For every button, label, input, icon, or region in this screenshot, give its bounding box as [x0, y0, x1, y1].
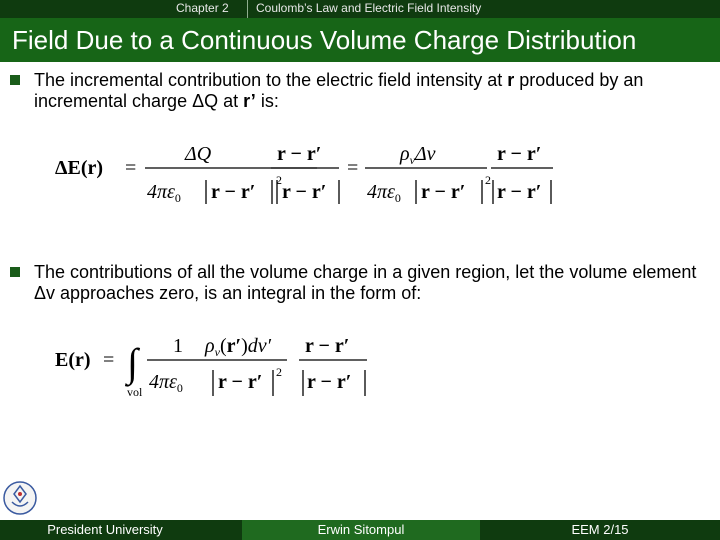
bullet-marker [10, 267, 20, 277]
svg-text:2: 2 [485, 173, 491, 187]
svg-text:1: 1 [173, 335, 183, 357]
svg-text:r − r′: r − r′ [307, 371, 352, 393]
footer-institution: President University [47, 522, 163, 537]
svg-text:E(r): E(r) [55, 349, 91, 371]
bullet-marker [10, 75, 20, 85]
slide-title: Field Due to a Continuous Volume Charge Distribution [12, 25, 637, 55]
header-divider [247, 0, 248, 18]
svg-text:=: = [347, 157, 359, 179]
svg-text:4πε0: $4\pi\varepsilon_0$ [149, 371, 183, 395]
chapter-topic: Coulomb’s Law and Electric Field Intensity [256, 1, 482, 15]
svg-text:ΔE(r): ΔE(r) [55, 157, 104, 179]
svg-text:ρv(r′)dv′: $\rho_v(r')dv'$ [205, 335, 272, 359]
svg-text:r − r′: r − r′ [421, 181, 466, 203]
bullet-2-text: The contributions of all the volume charge in a given region, let the volume element Δv approaches zero, is an integral in the form of: [34, 262, 697, 303]
header-bar [0, 0, 720, 18]
bullet-2 [10, 262, 700, 304]
svg-text:2: 2 [276, 365, 282, 379]
bullet-1 [10, 70, 700, 112]
chapter-label: Chapter 2 [176, 1, 229, 15]
svg-text:r − r′: r − r′ [305, 335, 350, 357]
svg-text:2: 2 [276, 173, 282, 187]
title-bar [0, 18, 720, 62]
svg-text:=: = [103, 349, 115, 371]
svg-text:vol: vol [127, 385, 143, 399]
equation-incremental-field [55, 132, 555, 212]
footer-author: Erwin Sitompul [242, 520, 480, 540]
svg-text:4πε0: $4\pi\varepsilon_0$ [147, 181, 181, 205]
svg-text:r − r′: r − r′ [497, 181, 542, 203]
footer-bar [0, 520, 720, 540]
svg-text:4πε0: $4\pi\varepsilon_0$ [367, 181, 401, 205]
svg-text:r − r′: r − r′ [211, 181, 256, 203]
svg-text:r − r′: r − r′ [497, 143, 542, 165]
svg-text:∫: ∫ [127, 340, 138, 385]
svg-text:r − r′: r − r′ [218, 371, 263, 393]
footer-page: EEM 2/15 [571, 522, 629, 537]
equation-volume-integral [55, 326, 375, 406]
svg-text:r − r′: r − r′ [277, 143, 322, 165]
svg-text:ΔQ: ΔQ [185, 143, 212, 165]
svg-text:ρvΔv: $\rho_v\Delta v$ [400, 143, 436, 167]
svg-text:=: = [125, 157, 137, 179]
university-logo-icon [2, 480, 38, 516]
svg-text:r − r′: r − r′ [282, 181, 327, 203]
bullet-1-text: The incremental contribution to the electric field intensity at r produced by an incremental charge ΔQ at r’ is: [34, 70, 644, 111]
